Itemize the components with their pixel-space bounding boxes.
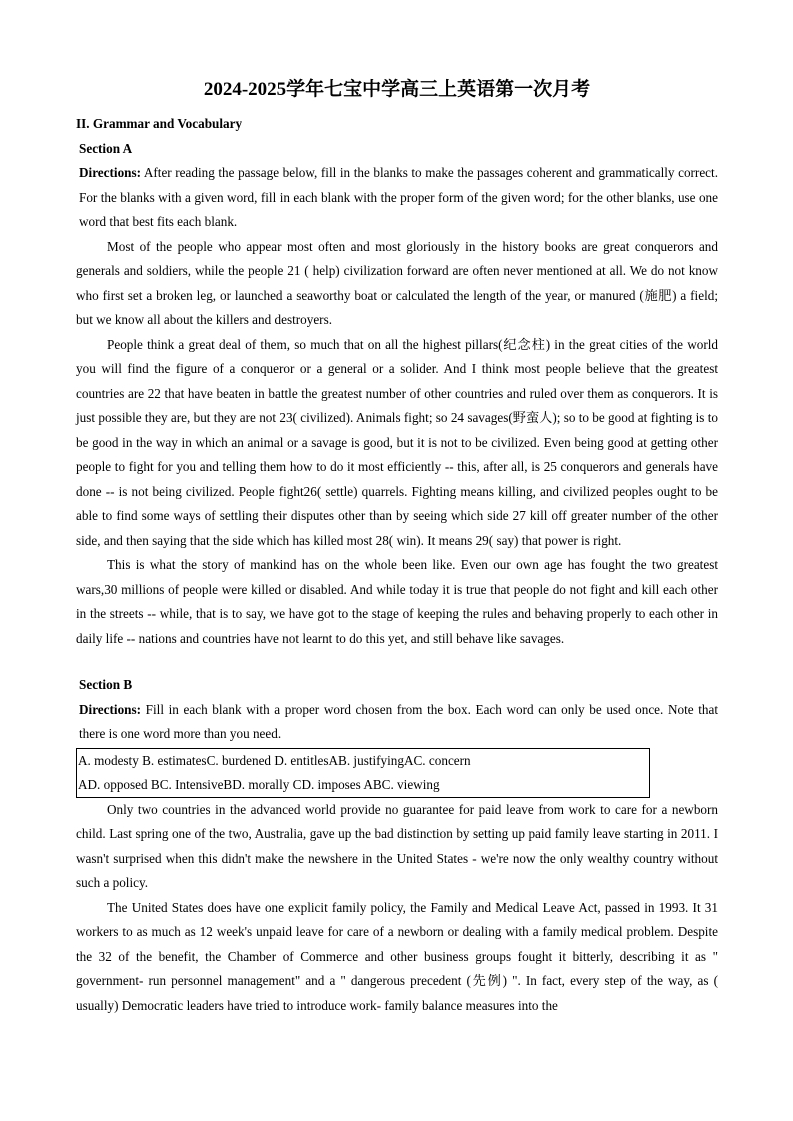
section-spacer: [76, 651, 718, 673]
section-b-heading: Section B: [79, 677, 133, 692]
word-box-row-1: A. modesty B. estimatesC. burdened D. entitlesAB. justifyingAC. concern: [78, 752, 471, 768]
word-box: [76, 748, 650, 798]
passage-b-paragraph-2: The United States does have one explicit family policy, the Family and Medical Leave Act, passed in 1993. It 31 workers to as much as 12 week's unpaid leave for care of a newborn or dealing with a family medical problem. Despite the 32 of the benefit, the Chamber of Commerce and other business groups fought it bitterly, describing it as " government- run personnel management" and a " dangerous precedent (先例) ". In fact, every step of the way, as ( usually) Democratic leaders have tried to introduce work- family balance measures into the: [76, 899, 718, 1013]
section-a-directions: [76, 161, 718, 235]
document-page: [76, 76, 718, 1018]
directions-label: Directions:: [79, 165, 142, 180]
passage-a-paragraph-1: Most of the people who appear most often and most gloriously in the history books are great conquerors and generals and soldiers, while the people 21 ( help) civilization forward are often never mentioned at all. We do not know who first set a broken leg, or launched a seaworthy boat or calculated the length of the year, or manured (施肥) a field; but we know all about the killers and destroyers.: [76, 238, 718, 327]
passage-a-paragraph-2: People think a great deal of them, so much that on all the highest pillars(纪念柱) in the great cities of the world you will find the figure of a conqueror or a general or a solider. And I think most people believe that the greatest countries are 22 that have beaten in battle the greatest number of other countries and ruled over them as conquerors. It is just possible they are, but they are not 23( civilized). Animals fight; so 24 savages(野蛮人); so to be good at fighting is to be good in the way in which an animal or a savage is good, but it is not to be civilized. Even being good at getting other people to fight for you and telling them how to do it most efficiently -- this, after all, is 25 conquerors and generals have done -- is not being civilized. People fight26( settle) quarrels. Fighting means killing, and civilized peoples ought to be able to find some ways of settling their disputes other than by seeing which side 27 kill off greater number of the other side, and then saying that the side which has killed most 28( win). It means 29( say) that power is right.: [76, 336, 718, 548]
directions-text: Fill in each blank with a proper word chosen from the box. Each word can only be used once. Note that there is one word more than you need.: [79, 701, 718, 741]
passage-b-paragraph-1: Only two countries in the advanced world provide no guarantee for paid leave from work to care for a newborn child. Last spring one of the two, Australia, gave up the bad distinction by setting up paid family leave starting in 2011. I wasn't surprised when this didn't make the newshere in the United States - we're now the only wealthy country without such a policy.: [76, 801, 718, 890]
passage-a-paragraph-3: This is what the story of mankind has on the whole been like. Even our own age has fought the two greatest wars,30 millions of people were killed or disabled. And while today it is true that people do not fight and kill each other in the streets -- while, that is to say, we have got to the stage of keeping the rules and behaving properly to each other in daily life -- nations and countries have not learnt to do this yet, and still behave like savages.: [76, 557, 718, 646]
directions-text: After reading the passage below, fill in the blanks to make the passages coherent and grammatically correct. For the blanks with a given word, fill in each blank with the proper form of the given word; for the other blanks, use one word that best fits each blank.: [79, 165, 718, 229]
section-b-directions: [76, 698, 718, 747]
page-title: 2024-2025学年七宝中学高三上英语第一次月考: [203, 79, 591, 100]
directions-label: Directions:: [79, 701, 142, 717]
section-a-heading: Section A: [79, 140, 133, 156]
word-box-row-2: AD. opposed BC. IntensiveBD. morally CD. imposes ABC. viewing: [78, 776, 440, 792]
part-heading: II. Grammar and Vocabulary: [76, 116, 243, 131]
